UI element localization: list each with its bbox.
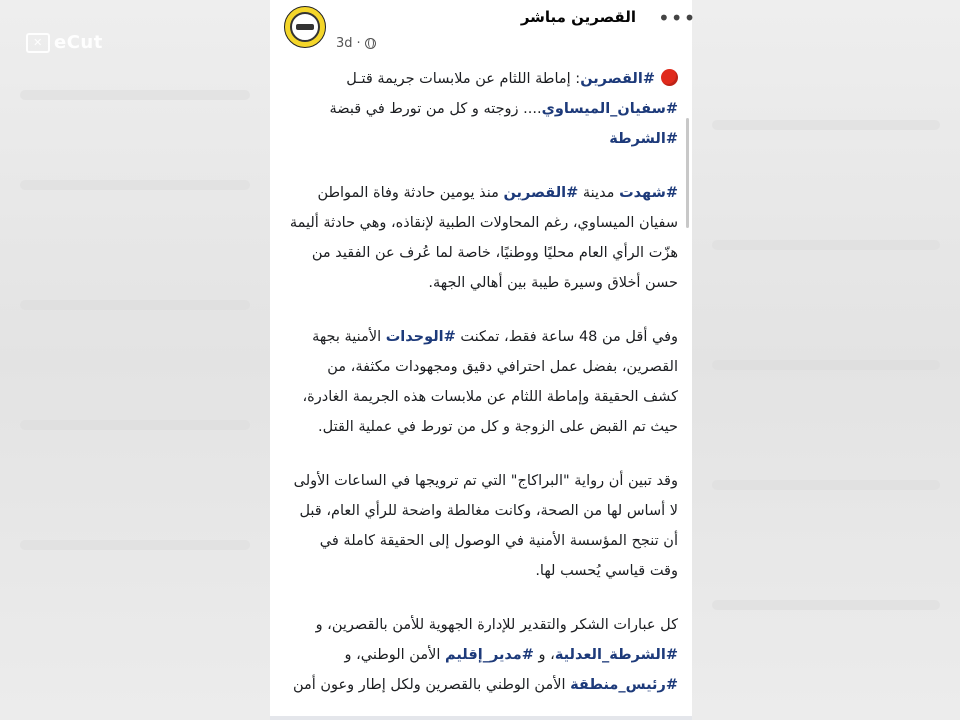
hashtag-link[interactable]: #رئيس_منطقة <box>570 677 678 693</box>
paragraph-gap <box>288 154 678 178</box>
scrollbar[interactable] <box>686 118 689 228</box>
post-paragraph-5 <box>288 610 678 700</box>
post-body <box>270 64 692 700</box>
watermark-text: eCut <box>54 32 103 53</box>
post-text: كل عبارات الشكر والتقدير للإدارة الجهوية للأمن بالقصرين، و <box>315 617 678 633</box>
hashtag-link[interactable]: #القصرين <box>580 71 655 87</box>
hashtag-link[interactable]: #سفيان_الميساوي <box>541 101 678 117</box>
paragraph-gap <box>288 442 678 466</box>
post-time-text: 3d <box>336 36 353 51</box>
post-text: منذ يومين حادثة وفاة المواطن سفيان الميساوي، رغم المحاولات الطبية لإنقاذه، وهي حادثة أليمة هزّت الرأي العام محليًا ووطنيًا، خاصة لما عُرف عن الفقيد من حسن أخلاق وسيرة طيبة بين أهالي الجهة. <box>289 185 678 291</box>
post-paragraph-1 <box>288 64 678 154</box>
post-text: مدينة <box>578 185 620 201</box>
post-text: وفي أقل من 48 ساعة فقط، تمكنت <box>455 329 678 345</box>
post-time-dot: · <box>356 36 361 51</box>
hashtag-link[interactable]: #مدير_إقليم <box>445 647 534 663</box>
background-right-blur <box>692 0 960 720</box>
ecut-logo-icon: ✕ <box>26 33 50 53</box>
page-name[interactable]: القصرين مباشر <box>520 8 636 26</box>
hashtag-link[interactable]: #الشرطة <box>609 131 678 147</box>
post-text: ، و <box>533 647 555 663</box>
avatar-logo-icon <box>290 12 320 42</box>
globe-icon <box>365 38 376 49</box>
paragraph-gap <box>288 298 678 322</box>
more-options-icon[interactable]: ••• <box>658 6 697 30</box>
background-left-blur <box>0 0 270 720</box>
paragraph-gap <box>288 586 678 610</box>
post-timestamp[interactable] <box>336 36 376 51</box>
post-paragraph-4 <box>288 466 678 586</box>
post-text: .... زوجته و كل من تورط في قبضة <box>329 101 542 117</box>
post-text: الأمن الوطني، و <box>344 647 446 663</box>
post-header <box>270 0 697 64</box>
ecut-watermark <box>26 32 103 53</box>
post-text: الأمنية بجهة القصرين، بفضل عمل احترافي دقيق ومجهودات مكثفة، من كشف الحقيقة وإماطة اللثام عن ملابسات هذه الجريمة الغادرة، حيث تم القبض على الزوجة و كل من تورط في عملية القتل. <box>302 329 678 435</box>
page-avatar[interactable] <box>284 6 326 48</box>
hashtag-link[interactable]: #الوحدات <box>385 329 456 345</box>
post-paragraph-2 <box>288 178 678 298</box>
facebook-post <box>270 0 697 720</box>
hashtag-link[interactable]: #القصرين <box>503 185 579 201</box>
red-circle-icon <box>661 69 678 86</box>
post-text: : إماطة اللثام عن ملابسات جريمة قتـل <box>346 71 581 87</box>
post-text: وقد تبين أن رواية "البراكاج" التي تم ترويجها في الساعات الأولى لا أساس لها من الصحة، وكانت مغالطة واضحة للرأي العام، قبل أن تنجح المؤسسة الأمنية في الوصول إلى الحقيقة كاملة في وقت قياسي يُحسب لها. <box>293 473 678 579</box>
post-text: الأمن الوطني بالقصرين ولكل إطار وعون أمن <box>292 677 571 693</box>
hashtag-link[interactable]: #الشرطة_العدلية <box>554 647 678 663</box>
bottom-divider <box>270 716 692 720</box>
hashtag-link[interactable]: #شهدت <box>619 185 678 201</box>
post-paragraph-3 <box>288 322 678 442</box>
